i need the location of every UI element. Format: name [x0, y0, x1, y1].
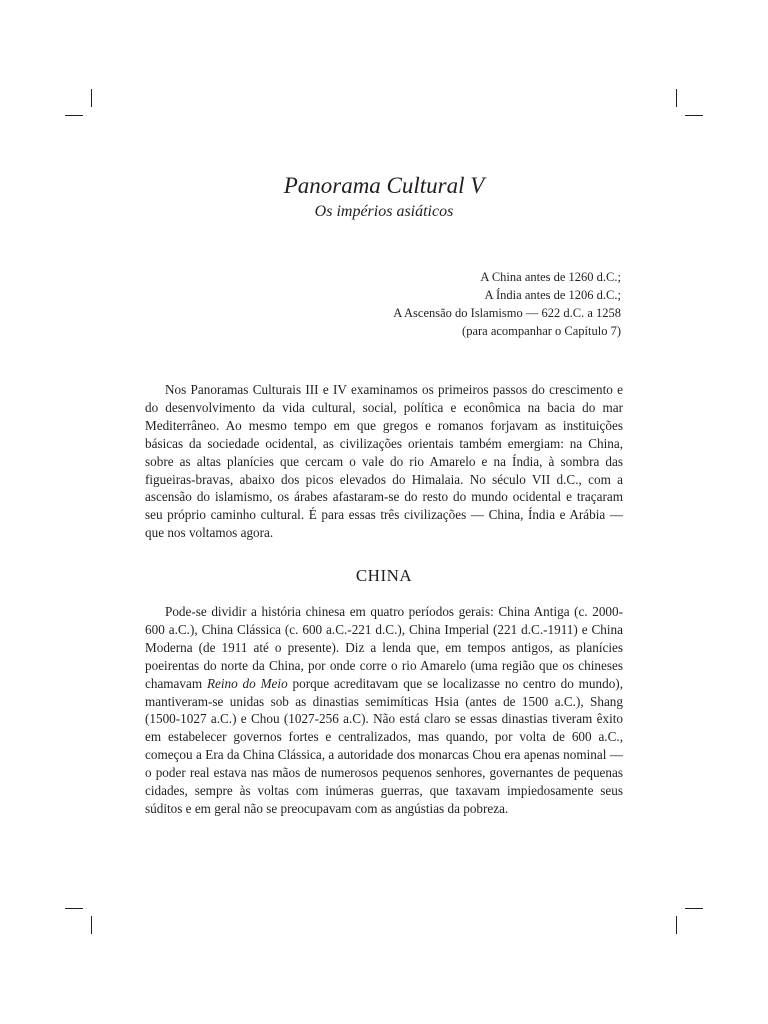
section-text-part: porque acreditavam que se localizasse no centro do mundo), mantiveram-se unidas sob as dinastias semimíticas Hsia (antes de 1500 a.C.), Shang (1500-1027 a.C.) e Chou (1027-256 a.C). Não está claro se essas dinastias tiveram êxito em estabelecer governos fortes e centralizados, mas quando, por volta de 600 a.C., começou a Era da China Clássica, a autoridade dos monarcas Chou era apenas nominal — o poder real estava nas mãos de numerosos pequenos senhores, governantes de pequenas cidades, sempre às voltas com inúmeras guerras, que taxavam impiedosamente seus súditos e em geral não se preocupavam com as angústias da pobreza.	[145, 675, 623, 816]
crop-mark-top-left-h	[65, 115, 83, 116]
section-paragraph	[145, 603, 623, 818]
crop-mark-bottom-left-h	[65, 908, 83, 909]
page-subtitle: Os impérios asiáticos	[314, 203, 454, 220]
page-title: Panorama Cultural V	[283, 173, 485, 198]
intro-paragraph: Nos Panoramas Culturais III e IV examinamos os primeiros passos do crescimento e do desenvolvimento da vida cultural, social, política e econômica na bacia do mar Mediterrâneo. Ao mesmo tempo em que gregos e romanos forjavam as instituições básicas da sociedade ocidental, as civilizações orientais também emergiam: na China, sobre as altas planícies que cercam o vale do rio Amarelo e na Índia, à sombra das figueiras-bravas, abaixo dos picos elevados do Himalaia. No século VII d.C., com a ascensão do islamismo, os árabes afastaram-se do resto do mundo ocidental e traçaram seu próprio caminho cultural. É para essas três civilizações — China, Índia e Arábia — que nos voltamos agora.	[145, 382, 623, 541]
crop-mark-top-left-v	[91, 89, 92, 107]
epigraph-line: A Ascensão do Islamismo — 622 d.C. a 1258	[393, 306, 621, 320]
epigraph-line: A Índia antes de 1206 d.C.;	[484, 288, 621, 302]
crop-mark-bottom-right-h	[685, 908, 703, 909]
epigraph-line: (para acompanhar o Capítulo 7)	[462, 324, 621, 338]
section-text-part: Pode-se dividir a história chinesa em quatro períodos gerais: China Antiga (c. 2000-600 a.C.), China Clássica (c. 600 a.C.-221 d.C.), China Imperial (221 d.C.-1911) e China Moderna (de 1911 até o presente). Diz a lenda que, em tempos antigos, as planícies poeirentas do norte da China, por onde corre o rio Amarelo (uma região que os chineses chamavam	[145, 604, 623, 691]
crop-mark-bottom-left-v	[91, 916, 92, 934]
crop-mark-top-right-h	[685, 115, 703, 116]
epigraph-line: A China antes de 1260 d.C.;	[480, 270, 621, 284]
epigraph	[221, 268, 621, 340]
section-heading: CHINA	[355, 566, 413, 585]
section-text-italic: Reino do Meio	[206, 675, 288, 691]
crop-mark-top-right-v	[676, 89, 677, 107]
crop-mark-bottom-right-v	[676, 916, 677, 934]
